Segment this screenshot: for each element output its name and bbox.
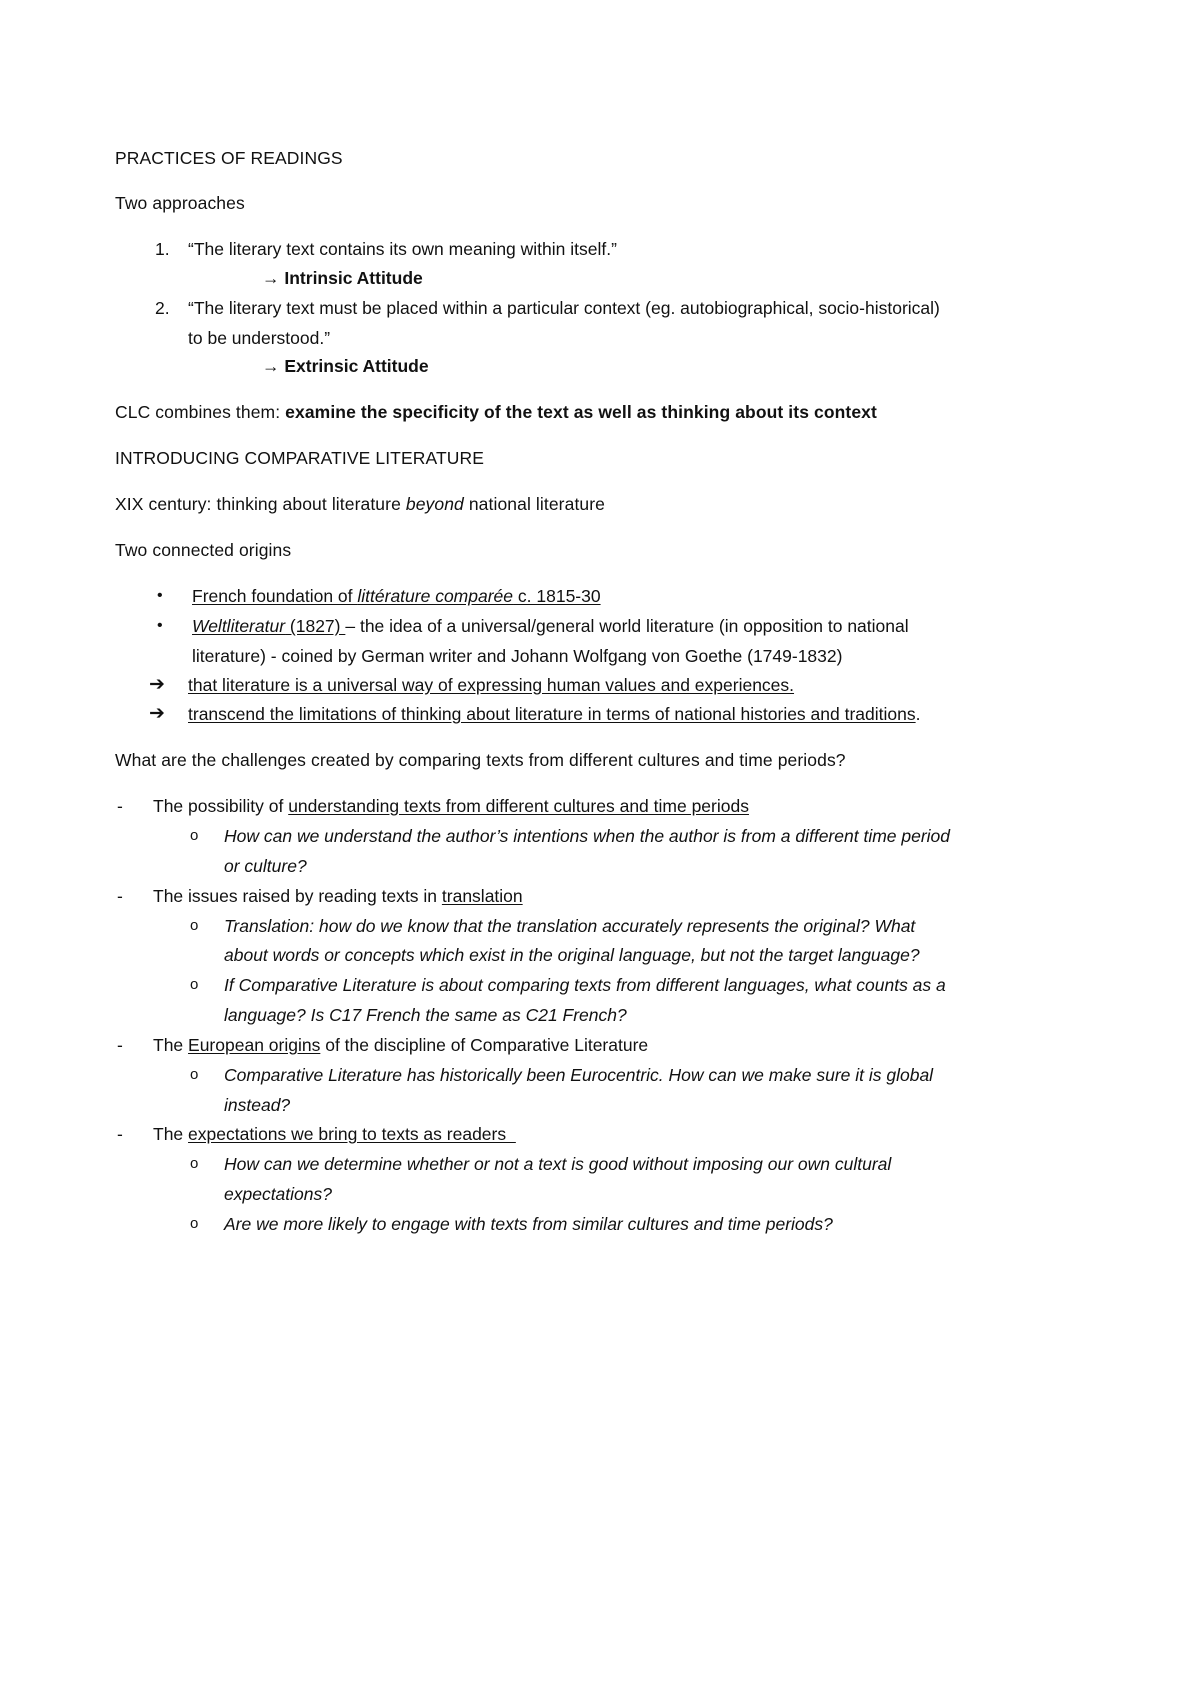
arrow-point-2-end: . xyxy=(915,704,921,724)
bold-arrow-icon: ➔ xyxy=(149,674,165,695)
challenge-3-sub-1: Comparative Literature has historically been Eurocentric. How can we make sure it is global xyxy=(224,1065,934,1085)
dash-marker: - xyxy=(117,1035,123,1055)
origin-item-2-cont: literature) - coined by German writer and Johann Wolfgang von Goethe (1749-1832) xyxy=(192,646,843,666)
circle-bullet-icon: o xyxy=(190,827,199,844)
origin-item-1 xyxy=(192,585,601,607)
xix-pre: XIX century: thinking about literature xyxy=(115,494,406,514)
challenge-3-pre: The xyxy=(153,1035,189,1055)
arrow-point-1-text: that literature is a universal way of expressing human values and experiences. xyxy=(188,675,795,695)
origin-1-post: c. 1815-30 xyxy=(513,586,601,606)
challenge-2-sub-2-cont: language? Is C17 French the same as C21 French? xyxy=(224,1005,627,1025)
xix-paragraph xyxy=(115,493,605,515)
document-title: PRACTICES OF READINGS xyxy=(115,148,343,168)
challenge-1-sub-1-cont: or culture? xyxy=(224,856,307,876)
bold-arrow-icon: ➔ xyxy=(149,703,165,724)
approach-2-attitude xyxy=(262,355,429,377)
challenge-4-sub-1: How can we determine whether or not a text is good without imposing our own cultural xyxy=(224,1154,892,1174)
challenge-1-sub-1: How can we understand the author’s intentions when the author is from a different time period xyxy=(224,826,951,846)
bullet-icon: • xyxy=(157,587,163,604)
attitude-label: Intrinsic Attitude xyxy=(284,268,423,288)
right-arrow-icon: → xyxy=(262,356,280,376)
dash-marker: - xyxy=(117,796,123,816)
approaches-heading: Two approaches xyxy=(115,193,245,213)
arrow-point-2-text: transcend the limitations of thinking about literature in terms of national histories and traditions xyxy=(188,704,916,724)
challenge-2-sub-1: Translation: how do we know that the translation accurately represents the original? What xyxy=(224,916,916,936)
arrow-point-2 xyxy=(188,703,921,725)
approach-2-text-cont: to be understood.” xyxy=(188,328,331,348)
approach-2-text: “The literary text must be placed within a particular context (eg. autobiographical, socio-historical) xyxy=(188,298,940,318)
xix-italic: beyond xyxy=(405,494,464,514)
approach-1-text: “The literary text contains its own meaning within itself.” xyxy=(188,239,617,259)
challenge-2-underlined: translation xyxy=(441,886,523,906)
challenge-3-sub-1-cont: instead? xyxy=(224,1095,291,1115)
challenge-2-pre: The issues raised by reading texts in xyxy=(153,886,442,906)
challenge-4-pre: The xyxy=(153,1124,189,1144)
clc-lead: CLC combines them: xyxy=(115,402,286,422)
origin-1-italic: littérature comparée xyxy=(357,586,514,606)
challenge-1-pre: The possibility of xyxy=(153,796,289,816)
circle-bullet-icon: o xyxy=(190,1215,199,1232)
challenge-4-underlined: expectations we bring to texts as readers xyxy=(188,1124,516,1144)
bullet-icon: • xyxy=(157,617,163,634)
origin-1-pre: French foundation of xyxy=(192,586,358,606)
origin-2-underlined: (1827) xyxy=(285,616,346,636)
origin-item-2 xyxy=(192,615,909,637)
challenge-4-sub-2: Are we more likely to engage with texts from similar cultures and time periods? xyxy=(224,1214,833,1234)
approach-1-attitude xyxy=(262,267,423,289)
arrow-point-1 xyxy=(188,674,794,696)
origins-heading: Two connected origins xyxy=(115,540,292,560)
circle-bullet-icon: o xyxy=(190,1066,199,1083)
challenge-4 xyxy=(153,1123,516,1145)
origin-2-italic: Weltliteratur xyxy=(192,616,286,636)
approach-1-number: 1. xyxy=(155,239,170,259)
intro-heading: INTRODUCING COMPARATIVE LITERATURE xyxy=(115,448,484,468)
circle-bullet-icon: o xyxy=(190,1155,199,1172)
origin-2-rest: – the idea of a universal/general world literature (in opposition to national xyxy=(345,616,909,636)
challenge-1 xyxy=(153,795,749,817)
challenge-2-sub-2: If Comparative Literature is about comparing texts from different languages, what counts as a xyxy=(224,975,946,995)
challenge-2 xyxy=(153,885,523,907)
challenge-3 xyxy=(153,1034,648,1056)
challenge-4-sub-1-cont: expectations? xyxy=(224,1184,332,1204)
challenge-3-underlined: European origins xyxy=(188,1035,321,1055)
clc-paragraph xyxy=(115,401,877,423)
circle-bullet-icon: o xyxy=(190,917,199,934)
circle-bullet-icon: o xyxy=(190,976,199,993)
challenge-2-sub-1-cont: about words or concepts which exist in the original language, but not the target language? xyxy=(224,945,920,965)
challenge-1-underlined: understanding texts from different cultures and time periods xyxy=(288,796,749,816)
approach-2-number: 2. xyxy=(155,298,170,318)
challenges-question: What are the challenges created by comparing texts from different cultures and time periods? xyxy=(115,750,846,770)
xix-post: national literature xyxy=(463,494,606,514)
clc-bold: examine the specificity of the text as well as thinking about its context xyxy=(285,402,877,422)
challenge-3-post: of the discipline of Comparative Literature xyxy=(320,1035,649,1055)
dash-marker: - xyxy=(117,1124,123,1144)
right-arrow-icon: → xyxy=(262,268,280,288)
attitude-label: Extrinsic Attitude xyxy=(284,356,429,376)
dash-marker: - xyxy=(117,886,123,906)
